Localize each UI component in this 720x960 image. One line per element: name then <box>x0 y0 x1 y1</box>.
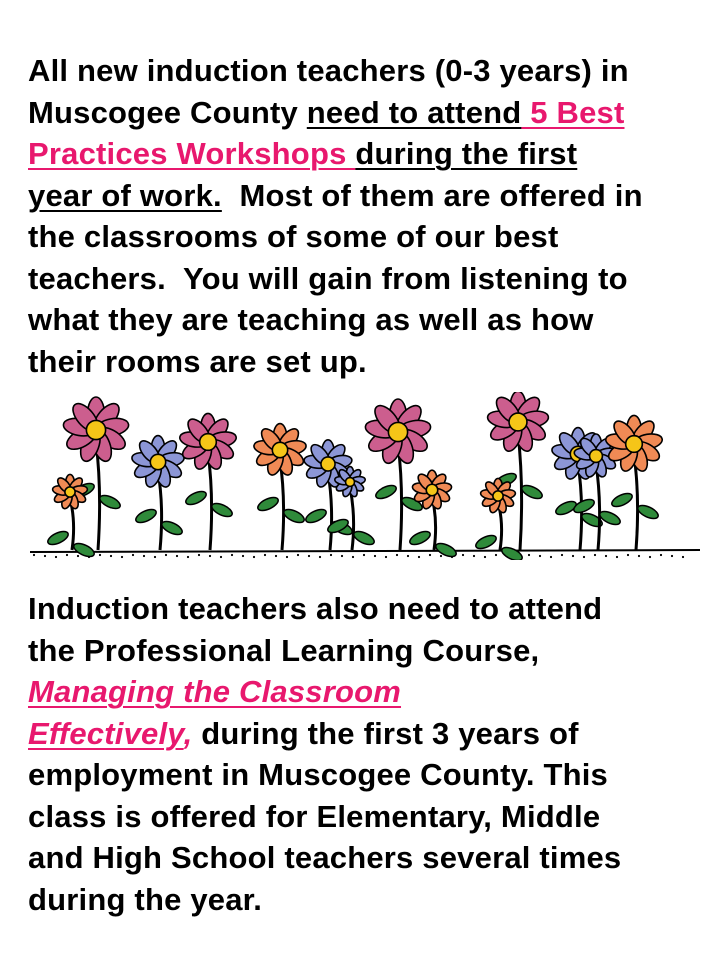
flower-center <box>493 491 503 501</box>
text: the Professional Learning Course, <box>28 632 540 668</box>
ground-dot <box>286 556 288 558</box>
text: their rooms are set up. <box>28 343 367 379</box>
ground-dot <box>264 554 266 556</box>
flower <box>408 470 458 559</box>
ground-dot <box>407 555 409 557</box>
ground-dot <box>154 556 156 558</box>
p2-line-5 <box>28 754 708 796</box>
leaf <box>134 507 158 525</box>
p2-line-1 <box>28 588 708 630</box>
ground-dot <box>77 555 79 557</box>
course-title: Managing the Classroom <box>28 674 402 709</box>
text: what they are teaching as well as how <box>28 302 594 337</box>
p1-line-5 <box>28 216 708 258</box>
ground-dot <box>605 555 607 557</box>
ground-dot <box>473 555 475 557</box>
text: the classrooms of some of our best <box>28 219 559 254</box>
ground-dot <box>363 554 365 556</box>
flower-stem <box>596 464 600 550</box>
ground-dot <box>231 554 233 556</box>
ground-dot <box>616 556 618 558</box>
highlight-text: Practices Workshops <box>28 136 356 171</box>
ground-dot <box>539 555 541 557</box>
leaf <box>282 507 306 525</box>
flower-center <box>86 420 105 439</box>
text: and High School teachers several times <box>28 840 622 875</box>
text: All new induction teachers (0-3 years) in <box>28 53 629 88</box>
leaf <box>46 529 70 547</box>
ground-dot <box>44 555 46 557</box>
flower <box>486 392 549 550</box>
underlined-text: year of work. <box>28 177 222 213</box>
flower-center <box>509 413 527 431</box>
ground-dot <box>176 555 178 557</box>
flower-center <box>272 442 287 457</box>
ground-dot <box>660 554 662 556</box>
leaf <box>72 541 96 559</box>
flower <box>474 478 524 560</box>
ground-dot <box>550 556 552 558</box>
ground-dot <box>308 555 310 557</box>
flower <box>131 436 185 550</box>
p1-line-7 <box>28 299 708 341</box>
p2-line-6 <box>28 796 708 838</box>
ground-dot <box>33 554 35 556</box>
ground-line <box>30 550 700 552</box>
ground-dot <box>594 554 596 556</box>
p1-line-2 <box>28 92 708 134</box>
course-title: Effectively <box>28 715 184 751</box>
flower-center <box>150 454 165 469</box>
ground-dot <box>66 554 68 556</box>
ground-dot <box>341 555 343 557</box>
ground-dot <box>528 554 530 556</box>
text: class is offered for Elementary, Middle <box>28 798 601 834</box>
ground-dot <box>385 556 387 558</box>
p1-line-4 <box>28 175 708 217</box>
flower <box>605 415 664 550</box>
flower-center <box>200 434 217 451</box>
ground-dot <box>627 554 629 556</box>
ground-dot <box>572 555 574 557</box>
ground-dot <box>242 555 244 557</box>
ground-dot <box>583 556 585 558</box>
p1-line-8 <box>28 341 708 383</box>
ground-dot <box>297 554 299 556</box>
ground-dot <box>132 554 134 556</box>
ground-dot <box>649 556 651 558</box>
flower-center <box>426 484 438 496</box>
ground-dot <box>638 555 640 557</box>
ground-dot <box>561 554 563 556</box>
underlined-text: need to attend <box>306 94 522 130</box>
flower-center <box>321 457 335 471</box>
ground-dot <box>275 555 277 557</box>
p2-line-2 <box>28 630 708 672</box>
ground-dot <box>165 554 167 556</box>
paragraph-best-practices <box>28 50 708 382</box>
flower-stem <box>518 433 522 550</box>
leaf <box>98 493 122 511</box>
ground-dot <box>374 555 376 557</box>
ground-dot <box>396 554 398 556</box>
leaf <box>434 541 458 559</box>
flower-center <box>388 422 407 441</box>
text: during the year. <box>28 881 263 917</box>
ground-dot <box>209 555 211 557</box>
ground-dot <box>110 555 112 557</box>
ground-dot <box>352 556 354 558</box>
ground-dot <box>429 554 431 556</box>
ground-dot <box>440 555 442 557</box>
leaf <box>210 501 234 519</box>
leaf <box>184 489 208 507</box>
ground-dot <box>671 555 673 557</box>
leaf <box>256 495 280 513</box>
ground-dot <box>253 556 255 558</box>
text: Muscogee County <box>28 94 307 130</box>
leaf <box>374 483 398 501</box>
ground-dot <box>319 556 321 558</box>
comma: , <box>183 715 193 751</box>
p2-line-7 <box>28 837 708 879</box>
leaf <box>610 491 634 509</box>
leaf <box>160 519 184 537</box>
leaf <box>352 529 376 547</box>
ground-dot <box>418 556 420 558</box>
ground-dot <box>330 554 332 556</box>
paragraph-professional-learning <box>28 588 708 920</box>
p2-line-3 <box>28 671 708 713</box>
ground-dot <box>55 556 57 558</box>
leaf <box>636 503 660 521</box>
flower-center <box>626 436 643 453</box>
p2-line-8 <box>28 879 708 921</box>
text: teachers. You will gain from listening to <box>28 260 628 296</box>
flower-center <box>65 487 75 497</box>
p1-line-3 <box>28 133 708 175</box>
flower <box>253 424 307 550</box>
flower-border-illustration <box>30 392 700 560</box>
ground-dot <box>495 554 497 556</box>
text: Induction teachers also need to attend <box>28 591 603 626</box>
leaf <box>520 483 544 501</box>
ground-dot <box>187 556 189 558</box>
ground-dot <box>682 556 684 558</box>
ground-dot <box>121 556 123 558</box>
flower-center <box>590 450 603 463</box>
text: during the first 3 years of <box>192 715 579 751</box>
text: Most of them are offered in <box>221 177 643 213</box>
leaf <box>408 529 432 547</box>
flower-center <box>346 478 355 487</box>
leaf <box>304 507 328 525</box>
ground-dot <box>220 556 222 558</box>
ground-dot <box>462 554 464 556</box>
flower <box>179 413 238 550</box>
leaf <box>474 533 498 551</box>
p1-line-1 <box>28 50 708 92</box>
highlight-text: 5 Best <box>521 94 625 130</box>
p2-line-4 <box>28 713 708 755</box>
ground-dot <box>484 556 486 558</box>
p1-line-6 <box>28 258 708 300</box>
ground-dot <box>143 555 145 557</box>
leaf <box>572 497 596 515</box>
ground-dot <box>99 554 101 556</box>
underlined-text: during the first <box>355 136 578 171</box>
ground-dot <box>198 554 200 556</box>
text: employment in Muscogee County. This <box>28 757 608 792</box>
